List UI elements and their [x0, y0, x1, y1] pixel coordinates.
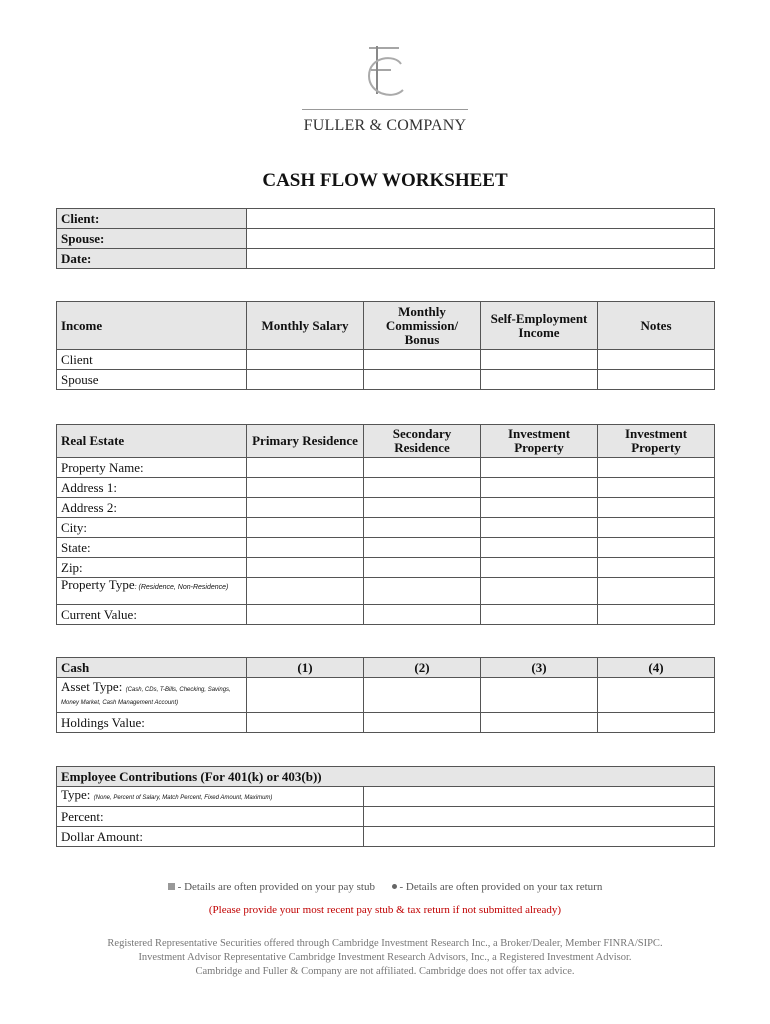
input-cell[interactable]	[481, 558, 598, 578]
input-cell[interactable]	[364, 678, 481, 713]
input-cell[interactable]	[364, 827, 715, 847]
input-cell[interactable]	[364, 350, 481, 370]
income-header: Income	[57, 302, 247, 350]
input-cell[interactable]	[481, 350, 598, 370]
cash-col-2-header: (2)	[364, 658, 481, 678]
income-spouse-label: Spouse	[57, 370, 247, 390]
table-row	[57, 578, 715, 605]
real-estate-table	[56, 424, 715, 625]
input-cell[interactable]	[481, 605, 598, 625]
disclosure-footer	[0, 937, 770, 979]
disclosure-line: Investment Advisor Representative Cambridge Investment Research Advisors, Inc., a Registered Investment Advisor.	[138, 952, 632, 963]
input-cell[interactable]	[598, 713, 715, 733]
dollar-amount-label: Dollar Amount:	[57, 827, 364, 847]
input-cell[interactable]	[598, 350, 715, 370]
table-row	[57, 827, 715, 847]
legend	[0, 881, 770, 893]
company-name: FULLER & COMPANY	[303, 117, 467, 134]
fc-monogram-logo	[0, 42, 770, 104]
input-cell[interactable]	[247, 578, 364, 605]
input-cell[interactable]	[247, 713, 364, 733]
contribution-type-label	[57, 787, 364, 807]
client-row	[57, 209, 715, 229]
property-name-label: Property Name:	[57, 458, 247, 478]
pay-stub-square-icon	[168, 883, 175, 890]
table-row	[57, 458, 715, 478]
input-cell[interactable]	[598, 478, 715, 498]
input-cell[interactable]	[598, 578, 715, 605]
input-cell[interactable]	[598, 370, 715, 390]
input-cell[interactable]	[598, 538, 715, 558]
real-estate-header-row	[57, 425, 715, 458]
holdings-value-label: Holdings Value:	[57, 713, 247, 733]
table-row	[57, 518, 715, 538]
input-cell[interactable]	[247, 478, 364, 498]
client-field[interactable]	[247, 209, 715, 229]
input-cell[interactable]	[247, 370, 364, 390]
input-cell[interactable]	[481, 578, 598, 605]
table-row	[57, 478, 715, 498]
input-cell[interactable]	[481, 458, 598, 478]
input-cell[interactable]	[364, 478, 481, 498]
property-type-text: Property Type	[61, 577, 135, 592]
disclosure-line: Registered Representative Securities offered through Cambridge Investment Research Inc., a Broker/Dealer, Member FINRA/SIPC.	[107, 938, 663, 949]
cash-col-3-header: (3)	[481, 658, 598, 678]
notes-header: Notes	[598, 302, 715, 350]
logo-divider	[302, 109, 468, 110]
cash-col-1-header: (1)	[247, 658, 364, 678]
input-cell[interactable]	[481, 478, 598, 498]
investment-property-header: Investment Property	[598, 425, 715, 458]
income-header-row	[57, 302, 715, 350]
income-table	[56, 301, 715, 390]
table-row	[57, 538, 715, 558]
input-cell[interactable]	[247, 498, 364, 518]
investment-property-header: Investment Property	[481, 425, 598, 458]
input-cell[interactable]	[247, 538, 364, 558]
table-row	[57, 807, 715, 827]
income-spouse-row	[57, 370, 715, 390]
date-field[interactable]	[247, 249, 715, 269]
self-employment-header: Self-Employment Income	[481, 302, 598, 350]
cash-table	[56, 657, 715, 733]
spouse-field[interactable]	[247, 229, 715, 249]
date-row	[57, 249, 715, 269]
document-request-note: (Please provide your most recent pay stub & tax return if not submitted already)	[208, 904, 562, 916]
spouse-label: Spouse:	[57, 229, 247, 249]
cash-header-row	[57, 658, 715, 678]
income-client-label: Client	[57, 350, 247, 370]
input-cell[interactable]	[364, 578, 481, 605]
contribution-type-text: Type:	[61, 787, 91, 802]
tax-return-legend: - Details are often provided on your tax return	[399, 881, 603, 893]
input-cell[interactable]	[247, 558, 364, 578]
input-cell[interactable]	[598, 558, 715, 578]
input-cell[interactable]	[364, 498, 481, 518]
input-cell[interactable]	[247, 350, 364, 370]
property-type-label	[57, 578, 247, 605]
address2-label: Address 2:	[57, 498, 247, 518]
asset-type-label	[57, 678, 247, 713]
commission-bonus-header: Monthly Commission/ Bonus	[364, 302, 481, 350]
table-row	[57, 498, 715, 518]
input-cell[interactable]	[598, 678, 715, 713]
input-cell[interactable]	[598, 458, 715, 478]
asset-type-text: Asset Type:	[61, 679, 123, 694]
table-row	[57, 605, 715, 625]
client-label: Client:	[57, 209, 247, 229]
contribution-type-note: (None, Percent of Salary, Match Percent, Fixed Amount, Maximum)	[93, 795, 273, 801]
input-cell[interactable]	[598, 518, 715, 538]
state-label: State:	[57, 538, 247, 558]
input-cell[interactable]	[481, 538, 598, 558]
address1-label: Address 1:	[57, 478, 247, 498]
input-cell[interactable]	[481, 713, 598, 733]
primary-residence-header: Primary Residence	[247, 425, 364, 458]
input-cell[interactable]	[364, 787, 715, 807]
table-row	[57, 678, 715, 713]
income-client-row	[57, 350, 715, 370]
table-row	[57, 787, 715, 807]
input-cell[interactable]	[364, 605, 481, 625]
cash-header: Cash	[57, 658, 247, 678]
city-label: City:	[57, 518, 247, 538]
input-cell[interactable]	[364, 518, 481, 538]
table-row	[57, 558, 715, 578]
input-cell[interactable]	[481, 498, 598, 518]
input-cell[interactable]	[247, 678, 364, 713]
monthly-salary-header: Monthly Salary	[247, 302, 364, 350]
real-estate-header: Real Estate	[57, 425, 247, 458]
tax-return-dot-icon	[392, 884, 397, 889]
input-cell[interactable]	[364, 713, 481, 733]
disclosure-line: Cambridge and Fuller & Company are not affiliated. Cambridge does not offer tax advice.	[195, 966, 575, 977]
input-cell[interactable]	[247, 605, 364, 625]
secondary-residence-header: Secondary Residence	[364, 425, 481, 458]
zip-label: Zip:	[57, 558, 247, 578]
spouse-row	[57, 229, 715, 249]
input-cell[interactable]	[598, 605, 715, 625]
input-cell[interactable]	[481, 518, 598, 538]
percent-label: Percent:	[57, 807, 364, 827]
cash-col-4-header: (4)	[598, 658, 715, 678]
current-value-label: Current Value:	[57, 605, 247, 625]
date-label: Date:	[57, 249, 247, 269]
asset-type-note: (Cash, CDs, T-Bills, Checking, Savings, Money Market, Cash Management Account)	[61, 687, 231, 706]
input-cell[interactable]	[598, 498, 715, 518]
contributions-header: Employee Contributions (For 401(k) or 403(b))	[57, 767, 715, 787]
input-cell[interactable]	[364, 558, 481, 578]
input-cell[interactable]	[247, 518, 364, 538]
page-title: CASH FLOW WORKSHEET	[262, 170, 508, 191]
input-cell[interactable]	[481, 370, 598, 390]
input-cell[interactable]	[247, 458, 364, 478]
input-cell[interactable]	[364, 458, 481, 478]
property-type-note: : (Residence, Non-Residence)	[134, 584, 229, 591]
table-row	[57, 713, 715, 733]
pay-stub-legend: - Details are often provided on your pay stub	[177, 881, 375, 893]
input-cell[interactable]	[481, 678, 598, 713]
contributions-header-row	[57, 767, 715, 787]
input-cell[interactable]	[364, 538, 481, 558]
input-cell[interactable]	[364, 370, 481, 390]
employee-contributions-table	[56, 766, 715, 847]
input-cell[interactable]	[364, 807, 715, 827]
client-info-table	[56, 208, 715, 269]
